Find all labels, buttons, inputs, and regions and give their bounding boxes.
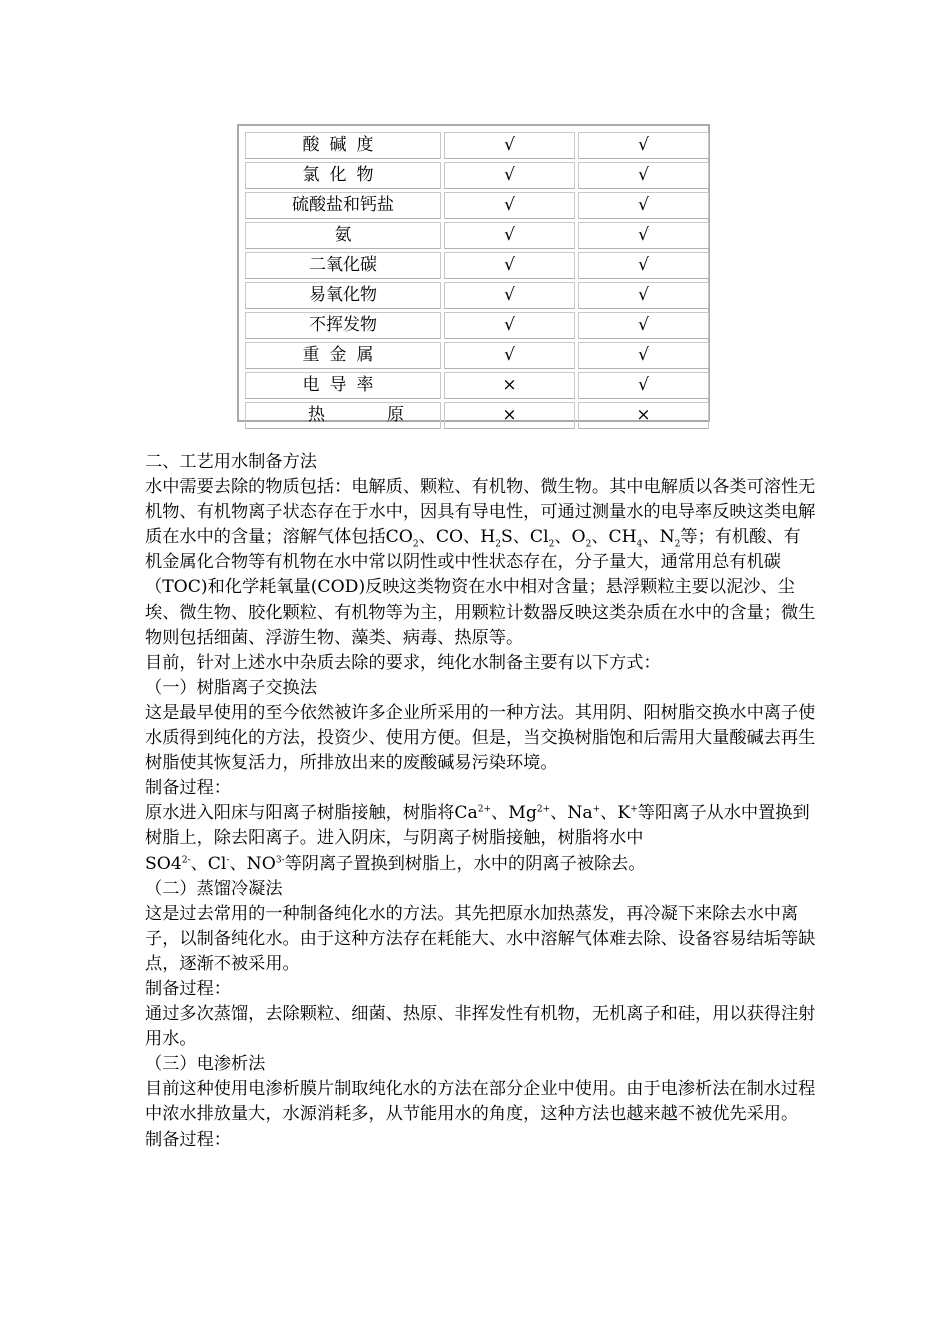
method-1-desc: 这是最早使用的至今依然被许多企业所采用的一种方法。其用阴、阳树脂交换水中离子使水质得到纯化的方法，投资少、使用方便。但是，当交换树脂饱和后需用大量酸碱去再生树脂使其恢复活力，所排放出来的废酸碱易污染环境。	[145, 702, 816, 774]
table-cell-item: 酸碱度	[245, 132, 441, 159]
table-cell-mark: √	[444, 132, 575, 159]
table-row	[245, 312, 709, 339]
table-cell-mark: √	[444, 252, 575, 279]
method-3-title: （三）电渗析法	[145, 1054, 266, 1075]
table-row	[245, 402, 709, 429]
table-cell-mark: ×	[578, 402, 709, 429]
table-row	[245, 192, 709, 219]
article-body	[145, 450, 817, 1153]
table-cell-mark: √	[444, 192, 575, 219]
table-cell-item: 重金属	[245, 342, 441, 369]
table-cell-mark: √	[578, 132, 709, 159]
method-2-process: 通过多次蒸馏，去除颗粒、细菌、热原、非挥发性有机物，无机离子和硅，用以获得注射用水。	[145, 1004, 816, 1050]
table-cell-mark: √	[578, 312, 709, 339]
table-row	[245, 282, 709, 309]
method-3-desc: 目前这种使用电渗析膜片制取纯化水的方法在部分企业中使用。由于电渗析法在制水过程中浓水排放量大，水源消耗多，从节能用水的角度，这种方法也越来越不被优先采用。	[145, 1079, 816, 1125]
method-2-process-label: 制备过程：	[145, 978, 231, 999]
table-row	[245, 342, 709, 369]
table-cell-mark: √	[578, 162, 709, 189]
table-cell-mark: √	[578, 372, 709, 399]
table-cell-mark: √	[444, 162, 575, 189]
table-row	[245, 372, 709, 399]
table-cell-mark: ×	[444, 372, 575, 399]
table-cell-item: 不挥发物	[245, 312, 441, 339]
water-quality-table	[237, 124, 710, 425]
table-cell-item: 二氧化碳	[245, 252, 441, 279]
method-1-process: 原水进入阳床与阳离子树脂接触，树脂将$Ca^{2+}$、$Mg^{2+}$、Na+、K+等阳离子从水中置换到树脂上，除去阳离子。进入阴床，与阴离子树脂接触，树脂将水中 $SO4^{2-}$、Cl-、$NO^{3-}$等阴离子置换到树脂上，水中的阴离子被除去。	[145, 803, 810, 874]
table-cell-item: 氯化物	[245, 162, 441, 189]
method-3-process-label: 制备过程：	[145, 1129, 231, 1150]
method-2-desc: 这是过去常用的一种制备纯化水的方法。其先把原水加热蒸发，再冷凝下来除去水中离子，以制备纯化水。由于这种方法存在耗能大、水中溶解气体难去除、设备容易结垢等缺点，逐渐不被采用。	[145, 903, 816, 974]
table-cell-mark: √	[444, 312, 575, 339]
table-cell-mark: √	[578, 252, 709, 279]
table-cell-mark: √	[578, 282, 709, 309]
table-cell-item: 电导率	[245, 372, 441, 399]
table-cell-mark: √	[444, 282, 575, 309]
table-cell-mark: √	[578, 222, 709, 249]
table-cell-mark: ×	[444, 402, 575, 429]
table-row	[245, 162, 709, 189]
method-1-title: （一）树脂离子交换法	[145, 677, 317, 698]
table-cell-item: 热原	[245, 402, 441, 429]
table-row	[245, 132, 709, 159]
table-cell-item: 氨	[245, 222, 441, 249]
intro-paragraph: 水中需要去除的物质包括：电解质、颗粒、有机物、微生物。其中电解质以各类可溶性无机物、有机物离子状态存在于水中，因具有导电性，可通过测量水的电导率反映这类电解质在水中的含量；溶解气体包括$CO_2$、CO、$H_2S$、$Cl_2$、$O_2$、$CH_4$、$N_2$等；有机酸、有机金属化合物等有机物在水中常以阴性或中性状态存在，分子量大，通常用总有机碳（TOC)和化学耗氧量(COD)反映这类物资在水中相对含量；悬浮颗粒主要以泥沙、尘埃、微生物、胶化颗粒、有机物等为主，用颗粒计数器反映这类杂质在水中的含量；微生物则包括细菌、浮游生物、藻类、病毒、热原等。	[145, 477, 816, 648]
method-1-process-label: 制备过程：	[145, 778, 231, 799]
table-cell-item: 易氧化物	[245, 282, 441, 309]
table-cell-mark: √	[444, 222, 575, 249]
method-2-title: （二）蒸馏冷凝法	[145, 878, 283, 899]
table-cell-mark: √	[444, 342, 575, 369]
table-cell-item: 硫酸盐和钙盐	[245, 192, 441, 219]
table-cell-mark: √	[578, 192, 709, 219]
section-title: 二、工艺用水制备方法	[145, 452, 317, 472]
lead-paragraph: 目前，针对上述水中杂质去除的要求，纯化水制备主要有以下方式：	[145, 652, 661, 673]
table-row	[245, 252, 709, 279]
table-row	[245, 222, 709, 249]
table-cell-mark: √	[578, 342, 709, 369]
